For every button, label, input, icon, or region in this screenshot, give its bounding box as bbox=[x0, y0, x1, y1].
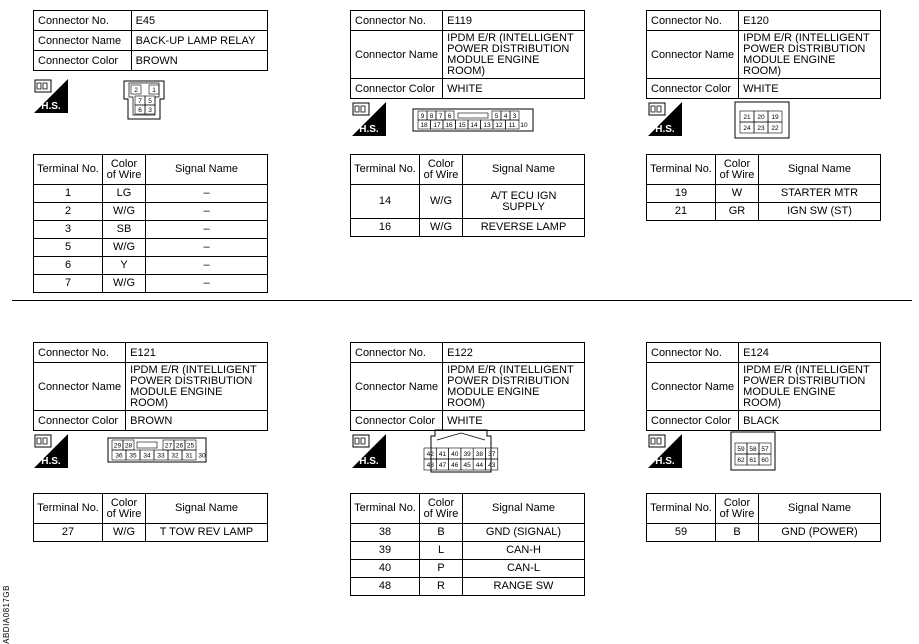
label-connector-color: Connector Color bbox=[351, 411, 443, 431]
connector-color-value: BLACK bbox=[739, 411, 881, 431]
hs-label: H.S. bbox=[359, 456, 379, 467]
label-connector-color: Connector Color bbox=[34, 411, 126, 431]
signal-name: STARTER MTR bbox=[759, 185, 881, 203]
connector-color-value: WHITE bbox=[739, 79, 881, 99]
wire-color: B bbox=[716, 524, 759, 542]
figure-code: ABDIA0817GB bbox=[2, 585, 11, 644]
pin-label: 41 bbox=[438, 451, 447, 458]
signal-name: GND (POWER) bbox=[759, 524, 881, 542]
terminal-no: 59 bbox=[647, 524, 716, 542]
signal-name: – bbox=[146, 203, 268, 221]
pin-label: 36 bbox=[115, 452, 123, 460]
wire-color: P bbox=[420, 560, 463, 578]
connector-info-e122 bbox=[350, 342, 585, 431]
pin-label: 17 bbox=[433, 122, 441, 129]
terminal-no: 38 bbox=[351, 524, 420, 542]
pin-label: 35 bbox=[129, 452, 137, 460]
label-connector-color: Connector Color bbox=[34, 51, 132, 71]
table-row bbox=[34, 239, 268, 257]
pin-label: 48 bbox=[426, 462, 434, 469]
pin-label: 6 bbox=[138, 107, 142, 114]
terminal-no: 39 bbox=[351, 542, 420, 560]
terminal-no: 27 bbox=[34, 524, 103, 542]
pin-label: 37 bbox=[488, 451, 496, 458]
label-connector-no: Connector No. bbox=[351, 11, 443, 31]
pin-label: 60 bbox=[761, 457, 769, 464]
table-row bbox=[351, 578, 585, 596]
harness-side-icon bbox=[352, 434, 386, 468]
pin-label: 12 bbox=[495, 122, 503, 129]
terminal-no: 7 bbox=[34, 275, 103, 293]
hs-label: H.S. bbox=[41, 101, 61, 112]
wire-color: R bbox=[420, 578, 463, 596]
header-color-of-wire: Color of Wire bbox=[103, 155, 146, 185]
signal-name: GND (SIGNAL) bbox=[463, 524, 585, 542]
wire-color: W bbox=[716, 185, 759, 203]
header-signal-name: Signal Name bbox=[146, 155, 268, 185]
table-row bbox=[647, 524, 881, 542]
terminal-table-e122 bbox=[350, 493, 585, 596]
wire-color: W/G bbox=[420, 219, 463, 237]
terminal-table-e124 bbox=[646, 493, 881, 542]
label-connector-color: Connector Color bbox=[647, 411, 739, 431]
signal-name: – bbox=[146, 221, 268, 239]
pin-label: 24 bbox=[743, 125, 751, 132]
terminal-table-e119 bbox=[350, 154, 585, 237]
connector-face-e120 bbox=[734, 101, 790, 139]
pin-label: 14 bbox=[470, 122, 478, 129]
header-terminal-no: Terminal No. bbox=[351, 155, 420, 185]
terminal-no: 21 bbox=[647, 203, 716, 221]
connector-name-value: IPDM E/R (INTELLIGENT POWER DISTRIBUTION MODULE ENGINE ROOM) bbox=[443, 363, 585, 411]
pin-label: 29 bbox=[113, 442, 122, 450]
signal-name: – bbox=[146, 239, 268, 257]
pin-label: 59 bbox=[737, 446, 745, 453]
pin-label: 46 bbox=[451, 462, 459, 469]
pin-label: 40 bbox=[451, 451, 459, 458]
label-connector-no: Connector No. bbox=[647, 11, 739, 31]
pin-label: 30 bbox=[198, 452, 206, 460]
connector-name-value: IPDM E/R (INTELLIGENT POWER DISTRIBUTION MODULE ENGINE ROOM) bbox=[443, 31, 585, 79]
signal-name: – bbox=[146, 275, 268, 293]
label-connector-no: Connector No. bbox=[34, 11, 132, 31]
terminal-no: 19 bbox=[647, 185, 716, 203]
pin-label: 5 bbox=[494, 113, 499, 120]
pin-label: 9 bbox=[420, 113, 425, 120]
signal-name: – bbox=[146, 185, 268, 203]
pin-label: 43 bbox=[488, 462, 496, 469]
connector-info-e121 bbox=[33, 342, 268, 431]
terminal-table-e121 bbox=[33, 493, 268, 542]
connector-color-value: WHITE bbox=[443, 79, 585, 99]
connector-name-value: IPDM E/R (INTELLIGENT POWER DISTRIBUTION MODULE ENGINE ROOM) bbox=[739, 363, 881, 411]
connector-name-value: IPDM E/R (INTELLIGENT POWER DISTRIBUTION MODULE ENGINE ROOM) bbox=[739, 31, 881, 79]
table-row bbox=[34, 275, 268, 293]
pin-label: 42 bbox=[426, 451, 434, 458]
pin-label: 28 bbox=[124, 442, 133, 450]
signal-name: A/T ECU IGN SUPPLY bbox=[463, 185, 585, 219]
connector-no-value: E121 bbox=[126, 343, 268, 363]
wire-color: LG bbox=[103, 185, 146, 203]
connector-face-e124 bbox=[730, 431, 776, 471]
terminal-table-e45 bbox=[33, 154, 268, 293]
label-connector-name: Connector Name bbox=[647, 363, 739, 411]
wire-color: W/G bbox=[103, 275, 146, 293]
wire-color: GR bbox=[716, 203, 759, 221]
pin-label: 15 bbox=[458, 122, 466, 129]
harness-side-icon bbox=[34, 434, 68, 468]
pin-label: 25 bbox=[186, 442, 195, 450]
header-terminal-no: Terminal No. bbox=[351, 494, 420, 524]
label-connector-no: Connector No. bbox=[647, 343, 739, 363]
signal-name: CAN-H bbox=[463, 542, 585, 560]
terminal-no: 1 bbox=[34, 185, 103, 203]
wire-color: L bbox=[420, 542, 463, 560]
connector-face-e121 bbox=[107, 437, 207, 463]
pin-label: 27 bbox=[164, 442, 173, 450]
connector-color-value: BROWN bbox=[131, 51, 267, 71]
header-color-of-wire: Color of Wire bbox=[420, 494, 463, 524]
harness-side-icon bbox=[352, 102, 386, 136]
connector-no-value: E120 bbox=[739, 11, 881, 31]
wire-color: W/G bbox=[420, 185, 463, 219]
label-connector-name: Connector Name bbox=[34, 31, 132, 51]
connector-info-e120 bbox=[646, 10, 881, 99]
header-color-of-wire: Color of Wire bbox=[716, 155, 759, 185]
signal-name: – bbox=[146, 257, 268, 275]
terminal-table-e120 bbox=[646, 154, 881, 221]
signal-name: RANGE SW bbox=[463, 578, 585, 596]
table-row bbox=[351, 219, 585, 237]
pin-label: 4 bbox=[503, 113, 508, 120]
pin-label: 32 bbox=[171, 452, 179, 460]
connector-info-e119 bbox=[350, 10, 585, 99]
terminal-no: 2 bbox=[34, 203, 103, 221]
signal-name: REVERSE LAMP bbox=[463, 219, 585, 237]
pin-label: 2 bbox=[134, 87, 138, 94]
pin-label: 47 bbox=[438, 462, 447, 469]
header-signal-name: Signal Name bbox=[463, 155, 585, 185]
table-row bbox=[647, 203, 881, 221]
harness-side-icon bbox=[648, 102, 682, 136]
label-connector-no: Connector No. bbox=[34, 343, 126, 363]
signal-name: T TOW REV LAMP bbox=[146, 524, 268, 542]
wire-color: Y bbox=[103, 257, 146, 275]
wire-color: W/G bbox=[103, 203, 146, 221]
label-connector-name: Connector Name bbox=[647, 31, 739, 79]
pin-label: 10 bbox=[520, 122, 528, 129]
hs-label: H.S. bbox=[359, 124, 379, 135]
header-terminal-no: Terminal No. bbox=[647, 155, 716, 185]
header-terminal-no: Terminal No. bbox=[647, 494, 716, 524]
header-terminal-no: Terminal No. bbox=[34, 155, 103, 185]
wire-color: W/G bbox=[103, 524, 146, 542]
pin-label: 11 bbox=[508, 122, 516, 129]
pin-label: 31 bbox=[185, 452, 193, 460]
terminal-no: 14 bbox=[351, 185, 420, 219]
pin-label: 57 bbox=[761, 446, 769, 453]
label-connector-name: Connector Name bbox=[351, 363, 443, 411]
pin-label: 39 bbox=[463, 451, 471, 458]
table-row bbox=[351, 560, 585, 578]
pin-label: 1 bbox=[152, 87, 156, 94]
header-color-of-wire: Color of Wire bbox=[716, 494, 759, 524]
pin-label: 38 bbox=[475, 451, 484, 458]
connector-color-value: WHITE bbox=[443, 411, 585, 431]
connector-face-e122 bbox=[421, 428, 501, 474]
table-row bbox=[34, 257, 268, 275]
header-terminal-no: Terminal No. bbox=[34, 494, 103, 524]
terminal-no: 16 bbox=[351, 219, 420, 237]
table-row bbox=[351, 524, 585, 542]
pin-label: 6 bbox=[447, 113, 452, 120]
header-signal-name: Signal Name bbox=[146, 494, 268, 524]
connector-no-value: E119 bbox=[443, 11, 585, 31]
table-row bbox=[351, 542, 585, 560]
pin-label: 21 bbox=[743, 114, 751, 121]
connector-no-value: E124 bbox=[739, 343, 881, 363]
hs-label: H.S. bbox=[655, 456, 675, 467]
connector-face-e119 bbox=[412, 108, 534, 132]
pin-label: 23 bbox=[757, 125, 765, 132]
header-signal-name: Signal Name bbox=[463, 494, 585, 524]
label-connector-name: Connector Name bbox=[351, 31, 443, 79]
pin-label: 13 bbox=[483, 122, 491, 129]
table-row bbox=[34, 221, 268, 239]
label-connector-color: Connector Color bbox=[351, 79, 443, 99]
connector-name-value: IPDM E/R (INTELLIGENT POWER DISTRIBUTION MODULE ENGINE ROOM) bbox=[126, 363, 268, 411]
harness-side-icon bbox=[648, 434, 682, 468]
table-row bbox=[34, 203, 268, 221]
wire-color: SB bbox=[103, 221, 146, 239]
connector-no-value: E122 bbox=[443, 343, 585, 363]
pin-label: 19 bbox=[771, 114, 779, 121]
table-row bbox=[647, 185, 881, 203]
label-connector-no: Connector No. bbox=[351, 343, 443, 363]
connector-color-value: BROWN bbox=[126, 411, 268, 431]
pin-label: 5 bbox=[148, 98, 152, 105]
pin-label: 34 bbox=[143, 452, 151, 460]
pin-label: 44 bbox=[475, 462, 484, 469]
connector-name-value: BACK-UP LAMP RELAY bbox=[131, 31, 267, 51]
terminal-no: 5 bbox=[34, 239, 103, 257]
header-color-of-wire: Color of Wire bbox=[103, 494, 146, 524]
connector-face-e45 bbox=[122, 79, 166, 121]
connector-info-e45 bbox=[33, 10, 268, 71]
table-row bbox=[34, 185, 268, 203]
wire-color: B bbox=[420, 524, 463, 542]
pin-label: 16 bbox=[445, 122, 453, 129]
terminal-no: 6 bbox=[34, 257, 103, 275]
hs-label: H.S. bbox=[41, 456, 61, 467]
pin-label: 7 bbox=[438, 113, 443, 120]
pin-label: 7 bbox=[138, 98, 142, 105]
hs-label: H.S. bbox=[655, 124, 675, 135]
label-connector-color: Connector Color bbox=[647, 79, 739, 99]
table-row bbox=[34, 524, 268, 542]
signal-name: IGN SW (ST) bbox=[759, 203, 881, 221]
pin-label: 8 bbox=[429, 113, 434, 120]
label-connector-name: Connector Name bbox=[34, 363, 126, 411]
pin-label: 61 bbox=[749, 457, 757, 464]
pin-label: 3 bbox=[512, 113, 517, 120]
harness-side-icon bbox=[34, 79, 68, 113]
wire-color: W/G bbox=[103, 239, 146, 257]
header-signal-name: Signal Name bbox=[759, 494, 881, 524]
pin-label: 45 bbox=[463, 462, 471, 469]
pin-label: 26 bbox=[175, 442, 184, 450]
pin-label: 33 bbox=[157, 452, 165, 460]
header-color-of-wire: Color of Wire bbox=[420, 155, 463, 185]
pin-label: 3 bbox=[148, 107, 152, 114]
connector-no-value: E45 bbox=[131, 11, 267, 31]
terminal-no: 40 bbox=[351, 560, 420, 578]
header-signal-name: Signal Name bbox=[759, 155, 881, 185]
pin-label: 20 bbox=[757, 114, 765, 121]
connector-info-e124 bbox=[646, 342, 881, 431]
terminal-no: 3 bbox=[34, 221, 103, 239]
pin-label: 62 bbox=[737, 457, 745, 464]
section-divider bbox=[12, 300, 912, 301]
pin-label: 18 bbox=[420, 122, 428, 129]
signal-name: CAN-L bbox=[463, 560, 585, 578]
terminal-no: 48 bbox=[351, 578, 420, 596]
pin-label: 22 bbox=[771, 125, 779, 132]
pin-label: 58 bbox=[749, 446, 757, 453]
table-row bbox=[351, 185, 585, 219]
